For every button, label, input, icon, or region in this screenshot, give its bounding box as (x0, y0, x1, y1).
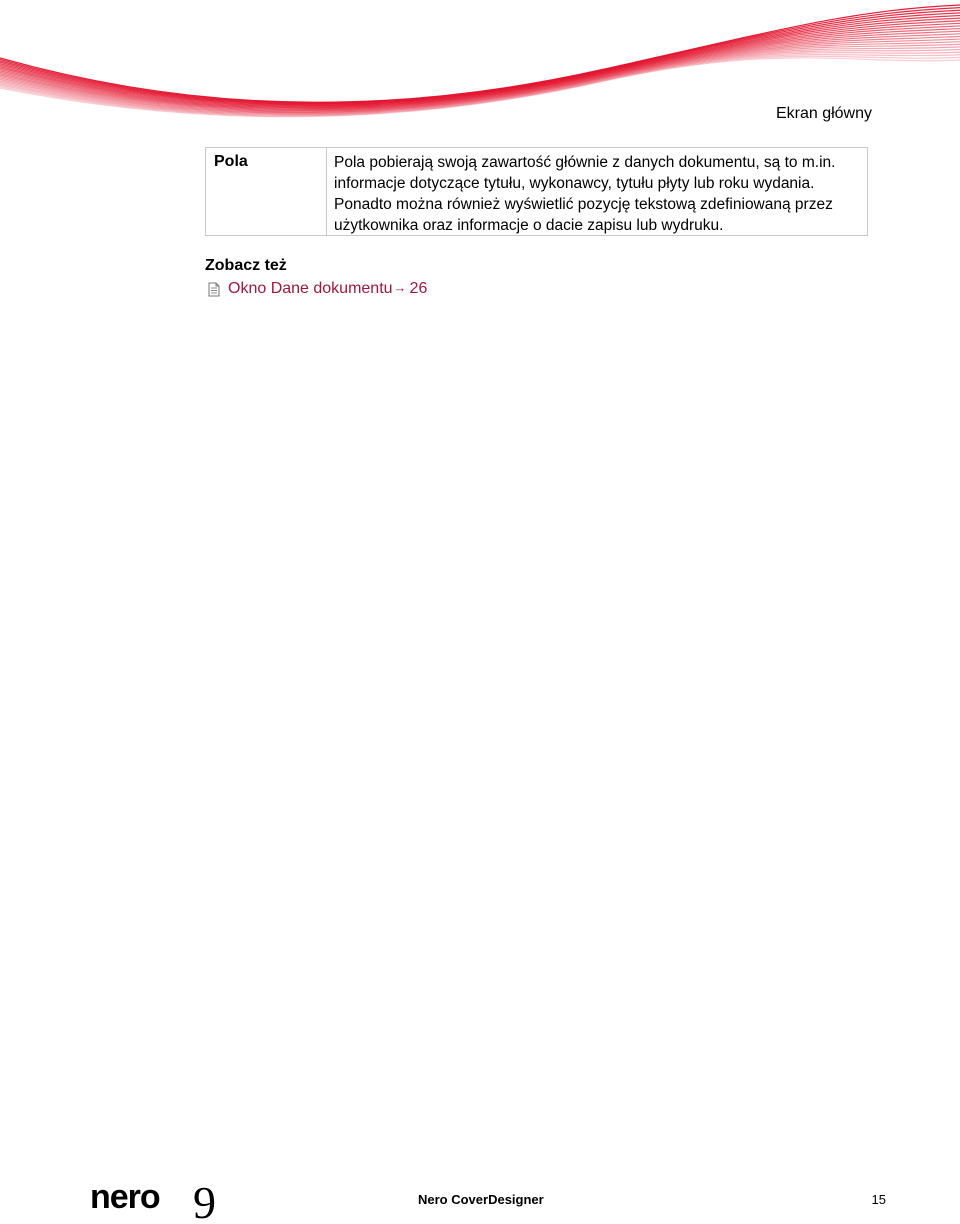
logo-wordmark: nero (90, 1180, 160, 1216)
document-icon (208, 282, 220, 297)
definition-line: użytkownika oraz informacje o dacie zapisu lub wydruku. (334, 217, 724, 234)
definition-line: Pola pobierają swoją zawartość głównie z danych dokumentu, są to m.in. (334, 154, 836, 171)
definition-line: informacje dotyczące tytułu, wykonawcy, tytułu płyty lub roku wydania. (334, 175, 815, 192)
footer-page-number: 15 (871, 1192, 886, 1207)
definition-table (205, 147, 868, 236)
nero-logo (90, 1180, 230, 1224)
see-also-heading: Zobacz też (205, 257, 287, 274)
definition-term: Pola (206, 148, 327, 235)
see-also-page-number[interactable]: 26 (409, 280, 428, 297)
definition-description (327, 148, 867, 235)
section-title: Ekran główny (775, 105, 872, 122)
definition-line: Ponadto można również wyświetlić pozycję tekstową zdefiniowaną przez (334, 196, 833, 213)
see-also-link[interactable] (208, 280, 427, 298)
link-arrow-icon: → (393, 279, 407, 295)
logo-version: 9 (193, 1180, 216, 1224)
footer-product-name: Nero CoverDesigner (418, 1192, 544, 1207)
see-also-link-text[interactable]: Okno Dane dokumentu (228, 280, 393, 297)
